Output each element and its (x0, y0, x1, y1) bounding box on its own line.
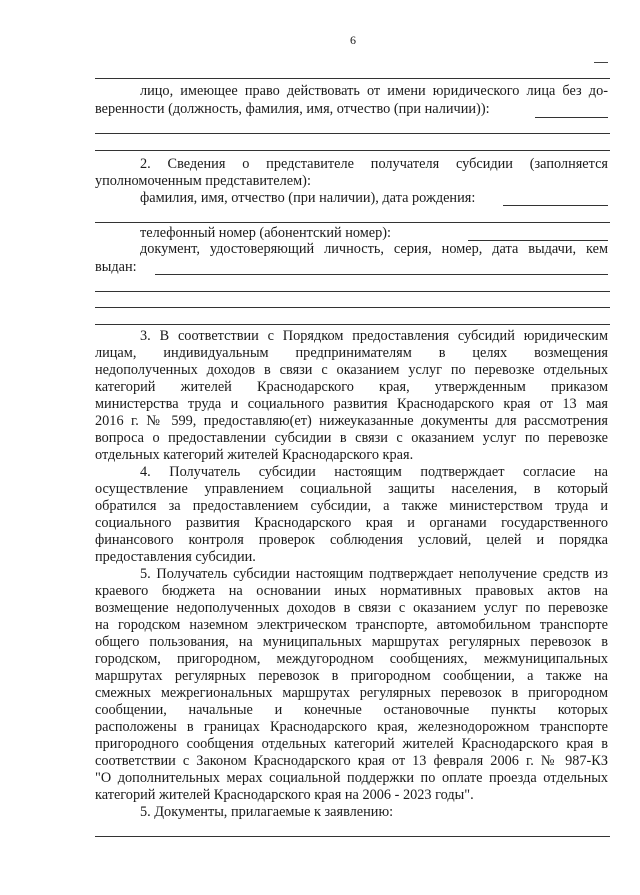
section-4-line: обратился за предоставлением субсидии, а также министерством труда и (95, 498, 608, 514)
section-3-line: категорий жителей Краснодарского края, утвержденным приказом (95, 379, 608, 395)
blank-line (95, 291, 610, 292)
blank-line (95, 150, 610, 151)
section-5-line: общего пользования, на муниципальных маршрутах регулярных перевозок в (95, 634, 608, 650)
section-4-line: предоставления субсидии. (95, 549, 256, 565)
section-5-line: соответствии с Законом Краснодарского края от 13 февраля 2006 г. № 987-КЗ (95, 753, 608, 769)
section-3-line: министерства труда и социального развития Краснодарского края от 13 мая (95, 396, 608, 412)
corner-mark (594, 62, 608, 63)
separator-rule (95, 78, 610, 79)
id-document-field-line (155, 274, 608, 275)
section-5-line: "О дополнительных мерах социальной поддержки по оплате проезда отдельных (95, 770, 608, 786)
section-5-line: краевого бюджета на основании иных нормативных правовых актов на (95, 583, 608, 599)
section-2-line-2: уполномоченным представителем): (95, 173, 311, 189)
blank-line (95, 133, 610, 134)
section-3-line: вопроса о предоставлении субсидии в связи с оказанием услуг по перевозке (95, 430, 608, 446)
section-5-line: расположены в границах Краснодарского края, железнодорожном транспорте (95, 719, 608, 735)
section-4-line: осуществление управлением социальной защиты населения, в который (95, 481, 608, 497)
section-5-line: маршрутах регулярных перевозок в пригородном сообщении, а также на (95, 668, 608, 684)
intro-line-1: лицо, имеющее право действовать от имени юридического лица без до- (140, 83, 608, 99)
section-3-line: 2016 г. № 599, предоставляю(ет) нижеуказанные документы для рассмотрения (95, 413, 608, 429)
section-2-line-1: 2. Сведения о представителе получателя субсидии (заполняется (140, 156, 608, 172)
attached-documents-label: 5. Документы, прилагаемые к заявлению: (140, 804, 394, 820)
section-5-line: категорий жителей Краснодарского края на 2006 - 2023 годы". (95, 787, 474, 803)
blank-line (95, 222, 610, 223)
intro-line-2: веренности (должность, фамилия, имя, отчество (при наличии)): (95, 101, 490, 117)
phone-label: телефонный номер (абонентский номер): (140, 225, 392, 241)
section-5-line: возмещение недополученных доходов в связи с оказанием услуг по перевозке (95, 600, 608, 616)
section-5-line: сообщении, начальные и конечные остановочные пункты которых (95, 702, 608, 718)
section-4-line: 4. Получатель субсидии настоящим подтверждает согласие на (140, 464, 608, 480)
section-5-line: 5. Получатель субсидии настоящим подтверждает неполучение средств из (140, 566, 608, 582)
full-name-field-line (503, 205, 608, 206)
section-4-line: социального развития Краснодарского края и органами государственного (95, 515, 608, 531)
section-4-line: финансового контроля проверок соблюдения условий, целей и порядка (95, 532, 608, 548)
id-document-line-2: выдан: (95, 259, 137, 275)
section-5-line: на городском наземном электрическом транспорте, автомобильном транспорте (95, 617, 608, 633)
blank-line (95, 307, 610, 308)
id-document-line-1: документ, удостоверяющий личность, серия, номер, дата выдачи, кем (140, 241, 608, 257)
page-number: 6 (350, 33, 356, 47)
section-5-line: смежных межрегиональных маршрутах регулярных перевозок в пригородном (95, 685, 608, 701)
section-3-line: недополученных доходов в связи с оказанием услуг по перевозке отдельных (95, 362, 608, 378)
blank-line (95, 324, 610, 325)
signatory-field-line (535, 117, 608, 118)
section-5-line: городском, пригородном, междугородном сообщениях, межмуниципальных (95, 651, 608, 667)
section-3-line: лицам, индивидуальным предпринимателям в целях возмещения (95, 345, 608, 361)
section-5-line: пригородного сообщения отдельных категорий жителей Краснодарского края в (95, 736, 608, 752)
full-name-label: фамилия, имя, отчество (при наличии), дата рождения: (140, 190, 476, 206)
section-3-line: 3. В соответствии с Порядком предоставления субсидий юридическим (140, 328, 608, 344)
section-3-line: отдельных категорий жителей Краснодарского края. (95, 447, 414, 463)
attached-documents-field-line (95, 836, 610, 837)
